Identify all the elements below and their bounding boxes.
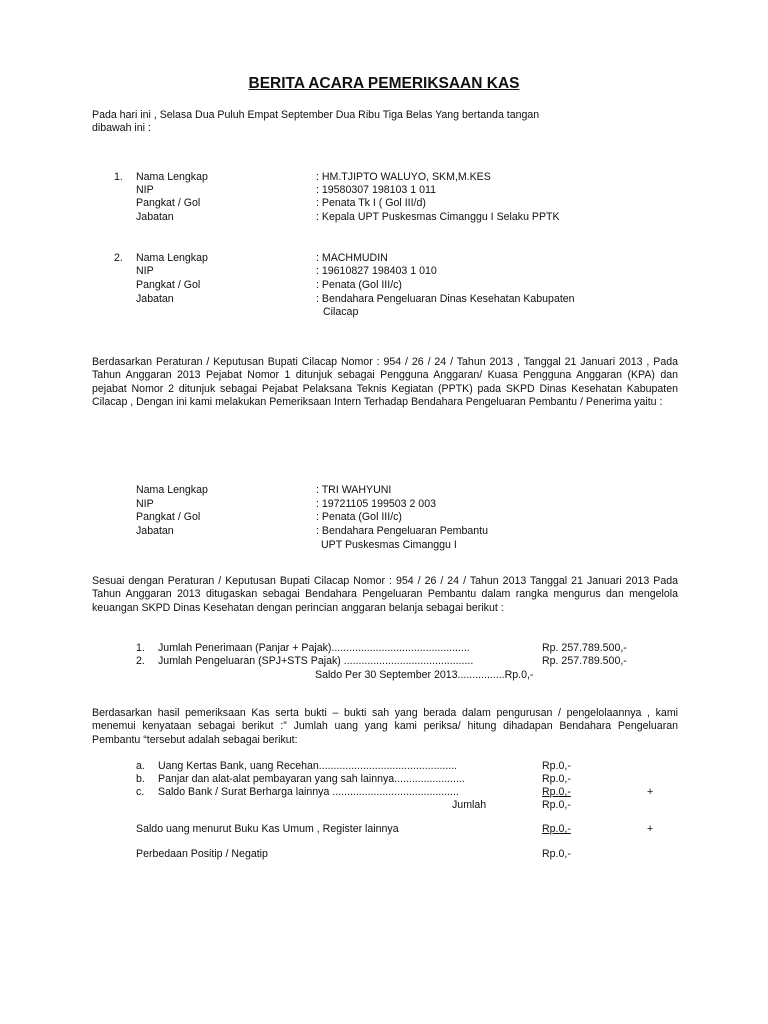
person-3-value-nip: : 19721105 199503 2 003 <box>316 498 436 510</box>
person-2-value-position: : Bendahara Pengeluaran Dinas Kesehatan Kabupaten <box>316 293 575 305</box>
budget-item-1-number: 1. <box>136 642 145 654</box>
person-2-label-position: Jabatan <box>136 293 174 305</box>
cash-total-label: Jumlah <box>452 799 487 811</box>
budget-item-2-number: 2. <box>136 655 145 667</box>
perbedaan-value: Rp.0,- <box>542 848 571 860</box>
cash-item-c-amount: Rp.0,- <box>542 786 571 798</box>
person-1-label-position: Jabatan <box>136 211 174 223</box>
cash-item-a-value: Rp.0,- <box>542 760 571 772</box>
budget-saldo: Saldo Per 30 September 2013................Rp.0,- <box>315 669 534 681</box>
saldo-buku-value <box>542 823 653 836</box>
person-3-label-position: Jabatan <box>136 525 174 537</box>
person-1-label-nip: NIP <box>136 184 154 196</box>
person-3-label-rank: Pangkat / Gol <box>136 511 201 523</box>
intro-line-1: Pada hari ini , Selasa Dua Puluh Empat September Dua Ribu Tiga Belas Yang bertanda tangan <box>92 109 540 121</box>
cash-item-b-value: Rp.0,- <box>542 773 571 785</box>
person-1-label-name: Nama Lengkap <box>136 171 208 183</box>
cash-item-c-label: Saldo Bank / Surat Berharga lainnya ........................................... <box>158 786 459 798</box>
budget-item-2-label: Jumlah Pengeluaran (SPJ+STS Pajak) ............................................ <box>158 655 474 667</box>
intro-line-2: dibawah ini : <box>92 122 151 134</box>
person-1-label-rank: Pangkat / Gol <box>136 197 201 209</box>
saldo-buku-label: Saldo uang menurut Buku Kas Umum , Register lainnya <box>136 823 399 835</box>
budget-item-1-value: Rp. 257.789.500,- <box>542 642 627 654</box>
saldo-buku-plus-sign: + <box>647 823 654 835</box>
saldo-buku-amount: Rp.0,- <box>542 823 571 835</box>
cash-plus-sign: + <box>647 786 654 798</box>
person-3-label-name: Nama Lengkap <box>136 484 208 496</box>
cash-item-b-label: Panjar dan alat-alat pembayaran yang sah lainnya........................ <box>158 773 465 785</box>
person-2-value-name: : MACHMUDIN <box>316 252 388 264</box>
cash-total-value: Rp.0,- <box>542 799 571 811</box>
cash-item-a-label: Uang Kertas Bank, uang Recehan............................................... <box>158 760 458 772</box>
paragraph-legal-basis: Berdasarkan Peraturan / Keputusan Bupati Cilacap Nomor : 954 / 26 / 24 / Tahun 2013 , Tanggal 21 Januari 2013 , Pada Tahun Anggaran 2013 Pejabat Nomor 1 ditunjuk sebagai Pengguna Anggaran/ Kuasa Pengguna Anggaran (KPA) dan pejabat Nomor 2 ditunjuk sebagai Pejabat Pelaksana Teknis Kegiatan (PPTK) pada SKPD Dinas Kesehatan Kabupaten Cilacap , Dengan ini kami melakukan Pemeriksaan Intern Terhadap Bendahara Pengeluaran Pembantu / Penerima yaitu : <box>92 356 678 408</box>
person-2-label-nip: NIP <box>136 265 154 277</box>
person-2-label-name: Nama Lengkap <box>136 252 208 264</box>
budget-item-1-label: Jumlah Penerimaan (Panjar + Pajak)............................................... <box>158 642 470 654</box>
cash-item-b-number: b. <box>136 773 145 785</box>
perbedaan-label: Perbedaan Positip / Negatip <box>136 848 268 860</box>
person-2-value-rank: : Penata (Gol III/c) <box>316 279 402 291</box>
budget-item-2-value: Rp. 257.789.500,- <box>542 655 627 667</box>
person-1-value-position: : Kepala UPT Puskesmas Cimanggu I Selaku PPTK <box>316 211 560 223</box>
person-1-number: 1. <box>114 171 123 183</box>
person-3-value-position: : Bendahara Pengeluaran Pembantu <box>316 525 488 537</box>
cash-item-c-value <box>542 786 653 799</box>
person-2-value-nip: : 19610827 198403 1 010 <box>316 265 437 277</box>
person-2-position-continued: Cilacap <box>323 306 359 318</box>
person-3-value-rank: : Penata (Gol III/c) <box>316 511 402 523</box>
person-3-position-continued: UPT Puskesmas Cimanggu I <box>321 539 457 551</box>
person-2-number: 2. <box>114 252 123 264</box>
person-3-value-name: : TRI WAHYUNI <box>316 484 392 496</box>
cash-item-c-number: c. <box>136 786 145 798</box>
person-3-label-nip: NIP <box>136 498 154 510</box>
document-title: BERITA ACARA PEMERIKSAAN KAS <box>248 75 520 92</box>
person-1-value-nip: : 19580307 198103 1 011 <box>316 184 436 196</box>
person-1-value-name: : HM.TJIPTO WALUYO, SKM,M.KES <box>316 171 491 183</box>
paragraph-assignment: Sesuai dengan Peraturan / Keputusan Bupati Cilacap Nomor : 954 / 26 / 24 / Tahun 2013 Tanggal 21 Januari 2013 Pada Tahun Anggaran 2013 ditugaskan sebagai Bendahara Pengeluaran Pembantu dalam rangka mengurus dan mengelola keuangan SKPD Dinas Kesehatan dengan perincian anggaran belanja sebagai berikut : <box>92 575 678 614</box>
person-1-value-rank: : Penata Tk I ( Gol III/d) <box>316 197 426 209</box>
person-2-label-rank: Pangkat / Gol <box>136 279 201 291</box>
cash-item-a-number: a. <box>136 760 145 772</box>
paragraph-findings: Berdasarkan hasil pemeriksaan Kas serta bukti – bukti sah yang berada dalam pengurusan / pengelolaannya , kami menemui kenyataan sebagai berikut :” Jumlah uang yang kami periksa/ hitung dihadapan Bendahara Pengeluaran Pembantu “tersebut adalah sebagai berikut: <box>92 707 678 746</box>
